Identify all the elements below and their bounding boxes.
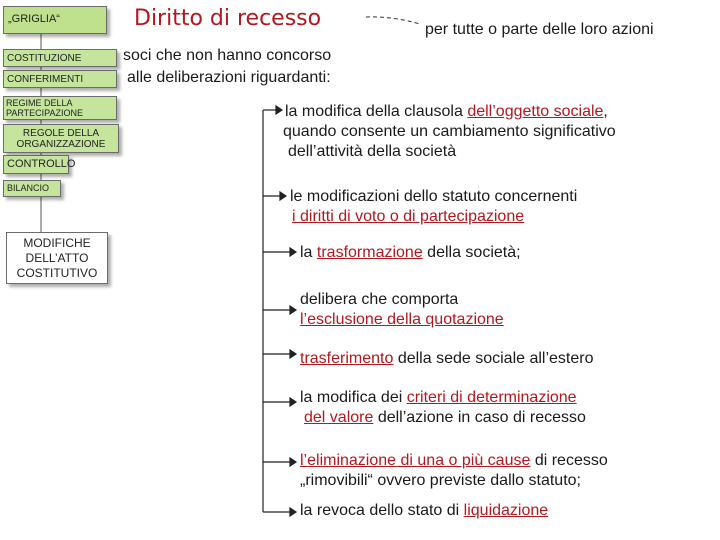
item-6-highlight-2: del valore xyxy=(304,409,374,426)
item-1-comma: , xyxy=(603,103,608,120)
sidebar-griglia-label: „GRIGLIA“ xyxy=(8,13,60,25)
item-6-text-post: dell’azione in caso di recesso xyxy=(373,409,586,426)
item-7-highlight: l’eliminazione di una o più cause xyxy=(300,452,531,469)
item-8-text: la revoca dello stato di xyxy=(300,502,464,519)
title-note-link xyxy=(366,17,420,24)
sidebar-regole-organizzazione[interactable] xyxy=(3,124,119,153)
item-6-line-1 xyxy=(300,388,586,408)
item-3-text-post: della società; xyxy=(422,244,521,261)
item-3-text-pre: la xyxy=(300,244,317,261)
item-4-line-1: delibera che comporta xyxy=(300,291,459,308)
sidebar-modifiche-line1: MODIFICHE xyxy=(23,236,91,250)
sidebar-regime-line2: PARTECIPAZIONE xyxy=(6,108,84,118)
item-6 xyxy=(300,388,586,428)
sidebar-modifiche-atto-costitutivo[interactable] xyxy=(6,232,108,284)
arrow-5-head xyxy=(290,350,296,358)
item-7-line-1 xyxy=(300,451,608,471)
item-4-highlight: l’esclusione della quotazione xyxy=(300,311,504,328)
arrow-8-head xyxy=(290,508,296,516)
item-1-text: la modifica della clausola xyxy=(285,103,468,120)
item-2 xyxy=(290,187,577,227)
sidebar-conferimenti[interactable] xyxy=(3,70,117,88)
page-title: Diritto di recesso xyxy=(134,6,322,31)
item-6-highlight-1: criteri di determinazione xyxy=(406,389,577,406)
arrow-2-head xyxy=(280,192,286,200)
sidebar-bilancio-label: BILANCIO xyxy=(7,183,50,193)
item-2-line-1: le modificazioni dello statuto concernenti xyxy=(290,188,578,205)
item-3-highlight: trasformazione xyxy=(316,244,423,261)
sidebar-controllo-label: CONTROLLO xyxy=(7,158,76,170)
item-1-line-2: quando consente un cambiamento significativo xyxy=(283,123,616,140)
item-5-highlight: trasferimento xyxy=(300,350,394,367)
item-3 xyxy=(300,243,521,263)
item-6-text-pre: la modifica dei xyxy=(300,389,407,406)
sidebar-controllo[interactable] xyxy=(3,155,76,174)
sidebar-costituzione[interactable] xyxy=(3,49,117,67)
arrow-7-head xyxy=(290,458,296,466)
item-1 xyxy=(285,102,616,162)
item-1-line-1 xyxy=(285,102,616,122)
item-1-line-3: dell’attività della società xyxy=(288,143,457,160)
sidebar-griglia[interactable] xyxy=(3,6,107,34)
sidebar-modifiche-line3: COSTITUTIVO xyxy=(16,266,98,280)
item-6-line-2 xyxy=(304,408,586,428)
sidebar-regime-partecipazione[interactable] xyxy=(3,96,117,120)
sidebar-regole-line2: ORGANIZZAZIONE xyxy=(16,139,106,150)
arrow-1-head xyxy=(276,106,282,114)
item-2-highlight: i diritti di voto o di partecipazione xyxy=(292,208,525,225)
item-5 xyxy=(300,349,594,369)
arrow-4-head xyxy=(290,306,296,314)
item-7-line-2: „rimovibili“ ovvero previste dallo statuto; xyxy=(300,472,581,489)
item-8 xyxy=(300,501,548,521)
item-7-text: di recesso xyxy=(530,452,608,469)
item-8-highlight: liquidazione xyxy=(463,502,549,519)
sidebar-costituzione-label: COSTITUZIONE xyxy=(7,53,82,64)
sidebar-conferimenti-label: CONFERIMENTI xyxy=(7,74,84,85)
sidebar-regole-line1: REGOLE DELLA xyxy=(22,128,100,139)
sidebar-regime-line1: REGIME DELLA xyxy=(6,98,73,108)
arrow-6-head xyxy=(290,398,296,406)
sidebar-bilancio[interactable] xyxy=(3,180,61,197)
arrow-3-head xyxy=(290,248,296,256)
item-4 xyxy=(300,290,504,330)
item-7 xyxy=(300,451,608,491)
item-1-highlight: dell’oggetto sociale xyxy=(467,103,604,120)
sidebar-modifiche-line2: DELL’ATTO xyxy=(25,251,89,265)
item-5-text: della sede sociale all’estero xyxy=(393,350,594,367)
intro-line-1: soci che non hanno concorso xyxy=(123,47,332,64)
subtitle-note: per tutte o parte delle loro azioni xyxy=(425,21,654,38)
intro-line-2: alle deliberazioni riguardanti: xyxy=(127,69,331,86)
